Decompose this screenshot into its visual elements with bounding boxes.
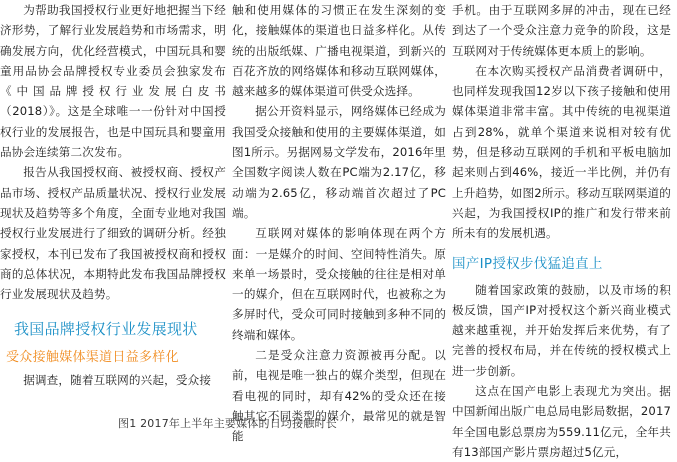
report-paragraph: 报告从我国授权商、被授权商、授权产品市场、授权产品质量状况、授权行业发展现状及趋势等多个角度，全面专业地对我国授权行业发展进行了细致的调研分析。经独家授权，本刊已发布了我国被授权商和授权商的总体状况，本期特此发布我国品牌授权行业发展现状及趋势。: [0, 165, 226, 302]
column-right: [452, 0, 671, 462]
internet-impact-paragraph: 互联网对媒体的影响体现在两个方面：一是媒介的时间、空间特性消失。原来单一场景时，受众接触的往往是相对单一的媒介，但在互联网时代，也被称之为多屏时代，受众可同时接触到多种不同的终端和媒体。: [232, 226, 446, 342]
column-left: [0, 0, 226, 391]
subsection-heading: 受众接触媒体渠道日益多样化: [6, 350, 179, 366]
consumer-survey-paragraph: 在本次购买授权产品消费者调研中，也同样发现我国12岁以下孩子接触和使用媒体渠道非常丰富。其中传统的电视渠道占到28%，就单个渠道来说相对较有优势，但是移动互联网的手机和平板电脑加起来则占到46%，接近一半比例，并仍有上升趋势，如图2所示。移动互联网渠道的兴起，为我国授权IP的推广和发行带来前所未有的发展机遇。: [452, 63, 671, 241]
survey-paragraph-start: 据调查，随着互联网的兴起，受众接: [23, 373, 212, 388]
figure-caption: 图1 2017年上半年主要媒体的日均接触时长: [118, 417, 337, 430]
media-habits-paragraph: 触和使用媒体的习惯正在发生深刻的变化，接触媒体的渠道也日益多样化。从传统的出版纸媒、广播电视渠道，到新兴的百花齐放的网络媒体和移动互联网媒体，越来越多的媒体渠道可供受众选择。: [232, 3, 446, 99]
domestic-ip-heading: 国产IP授权步伐猛追直上: [452, 255, 603, 272]
film-paragraph: 这点在国产电影上表现尤为突出。据中国新闻出版广电总局电影局数据，2017年全国电影总票房为559.11亿元，全年共有13部国产影片票房超过5亿元，: [452, 384, 671, 459]
attention-paragraph: 二是受众注意力资源被再分配。以前，电视是唯一独占的媒介类型，但现在看电视的同时，却有42%的受众还在接触其它不同类型的媒介，最常见的就是智能: [232, 348, 446, 444]
intro-paragraph: 为帮助我国授权行业更好地把握当下经济形势，了解行业发展趋势和市场需求，明确发展方向，优化经营模式，中国玩具和婴童用品协会品牌授权专业委员会独家发布《中国品牌授权行业发展白皮书（2018）》。这是全球唯一一份针对中国授权行业的发展报告，也是中国玩具和婴童用品协会连续第二次发布。: [0, 3, 226, 160]
section-heading: 我国品牌授权行业发展现状: [14, 320, 198, 339]
column-middle: [232, 0, 446, 447]
multiscreen-paragraph: 手机。由于互联网多屏的冲击，现在已经到达了一个受众注意力竞争的阶段，这是互联网对于传统媒体更本质上的影响。: [452, 3, 671, 58]
policy-paragraph: 随着国家政策的鼓励，以及市场的积极反馈，国产IP对授权这个新兴商业模式越来越重视，并开始发挥后来优势，有了完善的授权布局，并在传统的授权模式上进一步创新。: [452, 282, 671, 378]
public-data-paragraph: 据公开资料显示，网络媒体已经成为我国受众接触和使用的主要媒体渠道，如图1所示。另据网易文学发布，2016年里全国数字阅读人数在PC端为2.17亿，移动端为2.65亿，移动端首次超过了PC端。: [232, 104, 446, 220]
